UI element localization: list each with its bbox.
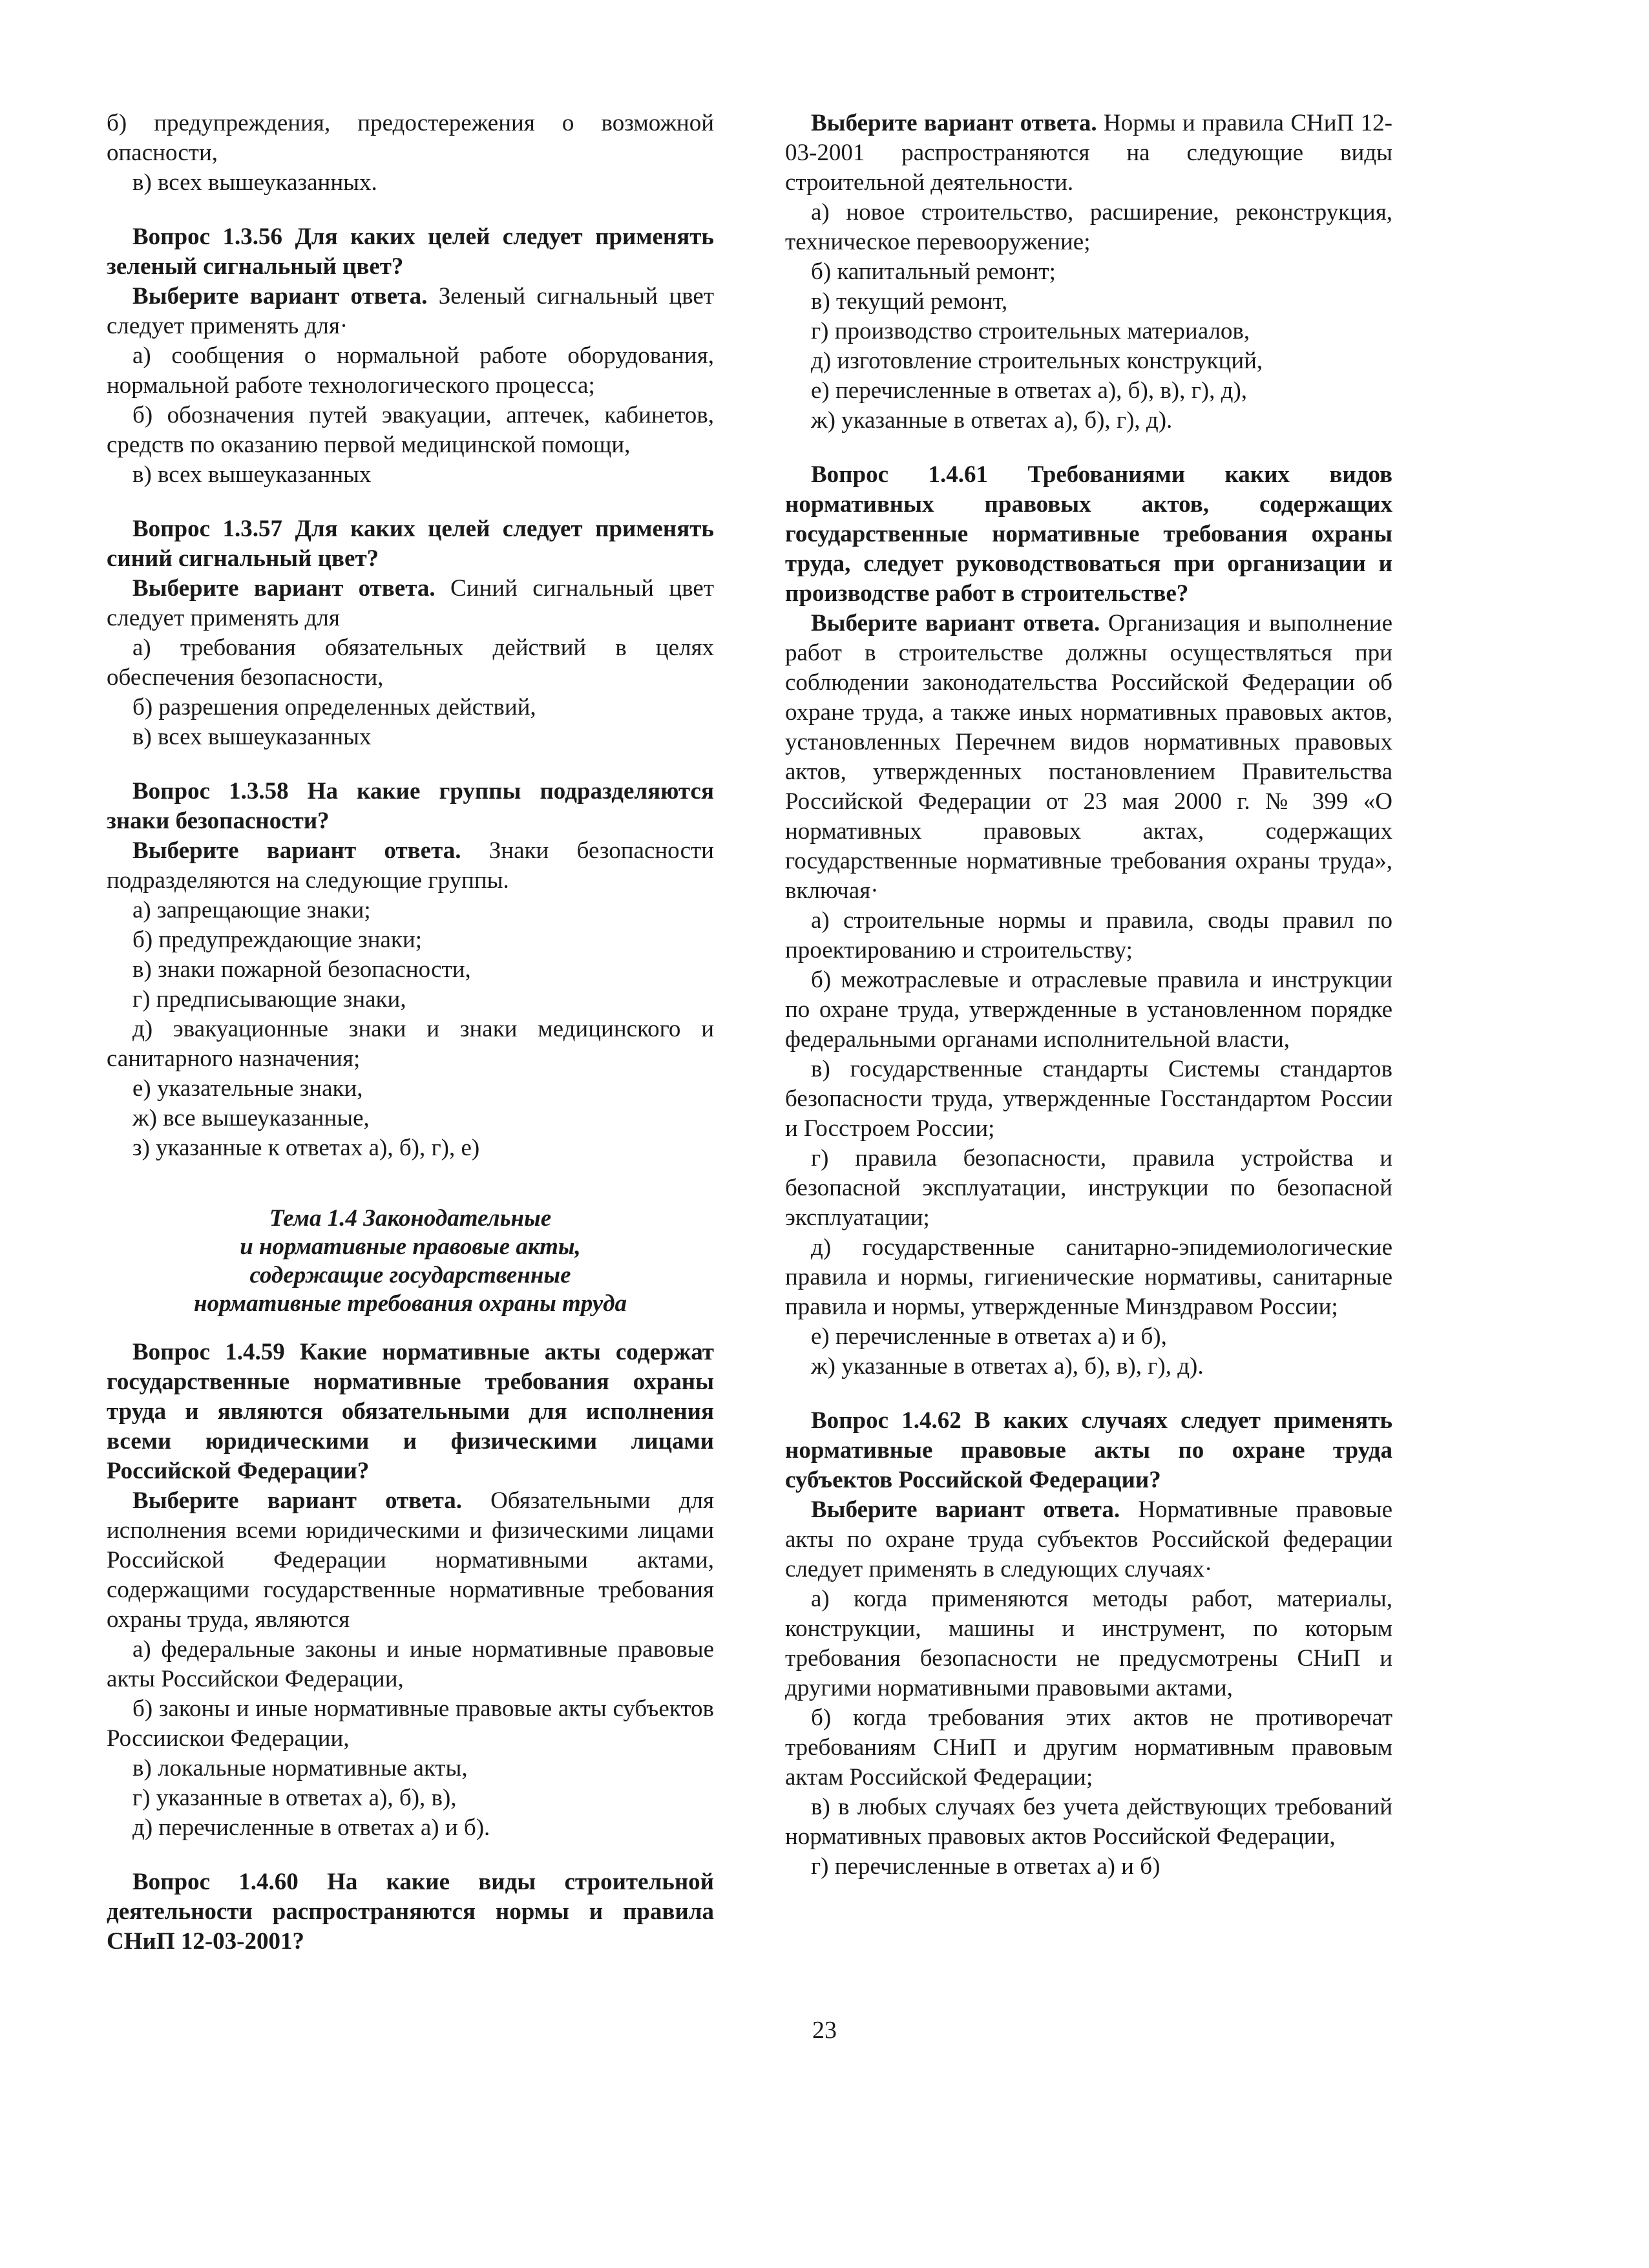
- answer-option: б) предупреждения, предостережения о возможной опасности,: [107, 110, 714, 166]
- answer-intro: [785, 609, 1392, 906]
- answer-option: г) перечисленные в ответах а) и б): [811, 1853, 1161, 1880]
- answer-option: б) законы и иные нормативные правовые акты субъектов Россиискои Федерации,: [107, 1696, 714, 1752]
- answer-option: в) государственные стандарты Системы стандартов безопасности труда, утвержденные Госстандартом России и Госстроем России;: [785, 1056, 1392, 1142]
- question-1-4-60: Вопрос 1.4.60 На какие виды строительной деятельности распространяются нормы и правила СНиП 12-03-2001?: [107, 1869, 714, 1955]
- answer-option: б) когда требования этих актов не противоречат требованиям СНиП и другим нормативным правовым актам Российской Федерации;: [785, 1705, 1392, 1790]
- answer-option: з) указанные к ответах а), б), г), е): [132, 1135, 480, 1161]
- answer-option: а) федеральные законы и иные нормативные правовые акты Российскои Федерации,: [107, 1636, 714, 1692]
- answer-lead: Выберите вариант ответа.: [811, 610, 1100, 636]
- answer-intro: [107, 1486, 714, 1635]
- answer-option: а) требования обязательных действий в целях обеспечения безопасности,: [107, 635, 714, 691]
- answer-option: г) производство строительных материалов,: [811, 318, 1250, 344]
- answer-option: в) всех вышеуказанных: [132, 724, 372, 750]
- question-1-3-57: Вопрос 1.3.57 Для каких целей следует применять синий сигнальный цвет?: [107, 516, 714, 572]
- answer-option: а) сообщения о нормальной работе оборудования, нормальной работе технологического процесса;: [107, 342, 714, 399]
- answer-option: е) указательные знаки,: [132, 1075, 363, 1102]
- page-number: 23: [812, 2017, 837, 2044]
- answer-text: Нормы и правила СНиП 12-03-2001 распространяются на следующие виды строительной деятельности.: [785, 110, 1393, 196]
- topic-line: содержащие государственные: [249, 1262, 571, 1288]
- answer-text: Нормативные правовые акты по охране труда субъектов Российской федерации следует применять в следующих случаях·: [785, 1496, 1392, 1582]
- answer-intro: [107, 282, 714, 341]
- answer-option: а) запрещающие знаки;: [132, 897, 371, 923]
- question-1-4-62: Вопрос 1.4.62 В каких случаях следует применять нормативные правовые акты по охране труда субъектов Российской Федерации?: [785, 1407, 1392, 1493]
- answer-option: в) в любых случаях без учета действующих требований нормативных правовых актов Российской Федерации,: [785, 1794, 1392, 1850]
- answer-lead: Выберите вариант ответа.: [811, 110, 1097, 136]
- question-1-3-56: Вопрос 1.3.56 Для каких целей следует применять зеленый сигнальный цвет?: [107, 224, 714, 280]
- answer-text: Обязательными для исполнения всеми юридическими и физическими лицами Российской Федерации нормативными актами, содержащими государственные нормативные требования охраны труда, являются: [107, 1487, 714, 1633]
- answer-intro: [785, 1495, 1392, 1584]
- answer-text: Синий сигнальный цвет следует применять для: [107, 575, 714, 631]
- answer-option: е) перечисленные в ответах а) и б),: [811, 1323, 1167, 1350]
- answer-option: ж) все вышеуказанные,: [132, 1105, 370, 1131]
- question-1-4-61: Вопрос 1.4.61 Требованиями каких видов нормативных правовых актов, содержащих государственные нормативные требования охраны труда, следует руководствоваться при организации и производстве работ в строительстве?: [785, 461, 1392, 607]
- answer-option: б) обозначения путей эвакуации, аптечек, кабинетов, средств по оказанию первой медицинской помощи,: [107, 402, 714, 458]
- answer-intro: [107, 574, 714, 633]
- answer-option: в) знаки пожарной безопасности,: [132, 956, 471, 983]
- topic-heading: [107, 1204, 714, 1318]
- answer-option: а) строительные нормы и правила, своды правил по проектированию и строительству;: [785, 907, 1392, 963]
- right-column: [785, 109, 1392, 1882]
- answer-option: в) всех вышеуказанных.: [132, 169, 377, 196]
- topic-line: Тема 1.4 Законодательные: [269, 1205, 552, 1232]
- answer-option: б) межотраслевые и отраслевые правила и инструкции по охране труда, утвержденные в установленном порядке федеральными органами исполнительной власти,: [785, 967, 1392, 1053]
- answer-option: а) новое строительство, расширение, реконструкция, техническое перевооружение;: [785, 199, 1392, 255]
- topic-line: нормативные требования охраны труда: [194, 1290, 627, 1317]
- answer-option: е) перечисленные в ответах а), б), в), г), д),: [811, 377, 1248, 404]
- answer-option: ж) указанные в ответах а), б), в), г), д).: [811, 1353, 1204, 1380]
- answer-option: в) текущий ремонт,: [811, 288, 1008, 315]
- answer-option: д) перечисленные в ответах а) и б).: [132, 1814, 490, 1841]
- answer-option: г) указанные в ответах а), б), в),: [132, 1785, 457, 1811]
- answer-lead: Выберите вариант ответа.: [811, 1496, 1120, 1523]
- answer-option: д) эвакуационные знаки и знаки медицинского и санитарного назначения;: [107, 1016, 714, 1072]
- answer-option: г) правила безопасности, правила устройства и безопасной эксплуатации, инструкции по безопасной эксплуатации;: [785, 1145, 1392, 1231]
- answer-lead: Выберите вариант ответа.: [132, 575, 436, 602]
- question-1-4-59: Вопрос 1.4.59 Какие нормативные акты содержат государственные нормативные требования охраны труда и являются обязательными для исполнения всеми юридическими и физическими лицами Российской Федерации?: [107, 1339, 714, 1484]
- answer-option: д) государственные санитарно-эпидемиологические правила и нормы, гигиенические нормативы, санитарные правила и нормы, утвержденные Минздравом России;: [785, 1234, 1392, 1320]
- answer-lead: Выберите вариант ответа.: [132, 837, 461, 864]
- topic-line: и нормативные правовые акты,: [240, 1234, 581, 1260]
- answer-option: б) разрешения определенных действий,: [132, 694, 536, 720]
- answer-option: б) капитальный ремонт;: [811, 258, 1056, 285]
- answer-option: ж) указанные в ответах а), б), г), д).: [811, 407, 1173, 434]
- answer-option: в) локальные нормативные акты,: [132, 1755, 468, 1781]
- answer-text: Знаки безопасности подразделяются на следующие группы.: [107, 837, 714, 894]
- answer-option: а) когда применяются методы работ, материалы, конструкции, машины и инструмент, по которым требования безопасности не предусмотрены СНиП и другими нормативными правовыми актами,: [785, 1586, 1392, 1701]
- answer-lead: Выберите вариант ответа.: [132, 1487, 462, 1514]
- answer-intro: [107, 836, 714, 896]
- answer-option: д) изготовление строительных конструкций,: [811, 348, 1263, 374]
- question-1-3-58: Вопрос 1.3.58 На какие группы подразделяются знаки безопасности?: [107, 778, 714, 834]
- answer-text: Организация и выполнение работ в строительстве должны осуществляться при соблюдении законодательства Российской Федерации об охране труда, а также иных нормативных правовых актов, установленных Перечнем видов нормативных правовых актов, утвержденных постановлением Правительства Российской Федерации от 23 мая 2000 г. № 399 «О нормативных правовых актах, содержащих государственные нормативные требования охраны труда», включая·: [785, 610, 1392, 904]
- answer-lead: Выберите вариант ответа.: [132, 283, 428, 310]
- answer-option: в) всех вышеуказанных: [132, 461, 372, 488]
- answer-option: б) предупреждающие знаки;: [132, 927, 422, 953]
- answer-text: Зеленый сигнальный цвет следует применять для·: [107, 283, 714, 339]
- answer-option: г) предписывающие знаки,: [132, 986, 406, 1013]
- left-column: [107, 109, 714, 1957]
- answer-intro: [785, 109, 1392, 198]
